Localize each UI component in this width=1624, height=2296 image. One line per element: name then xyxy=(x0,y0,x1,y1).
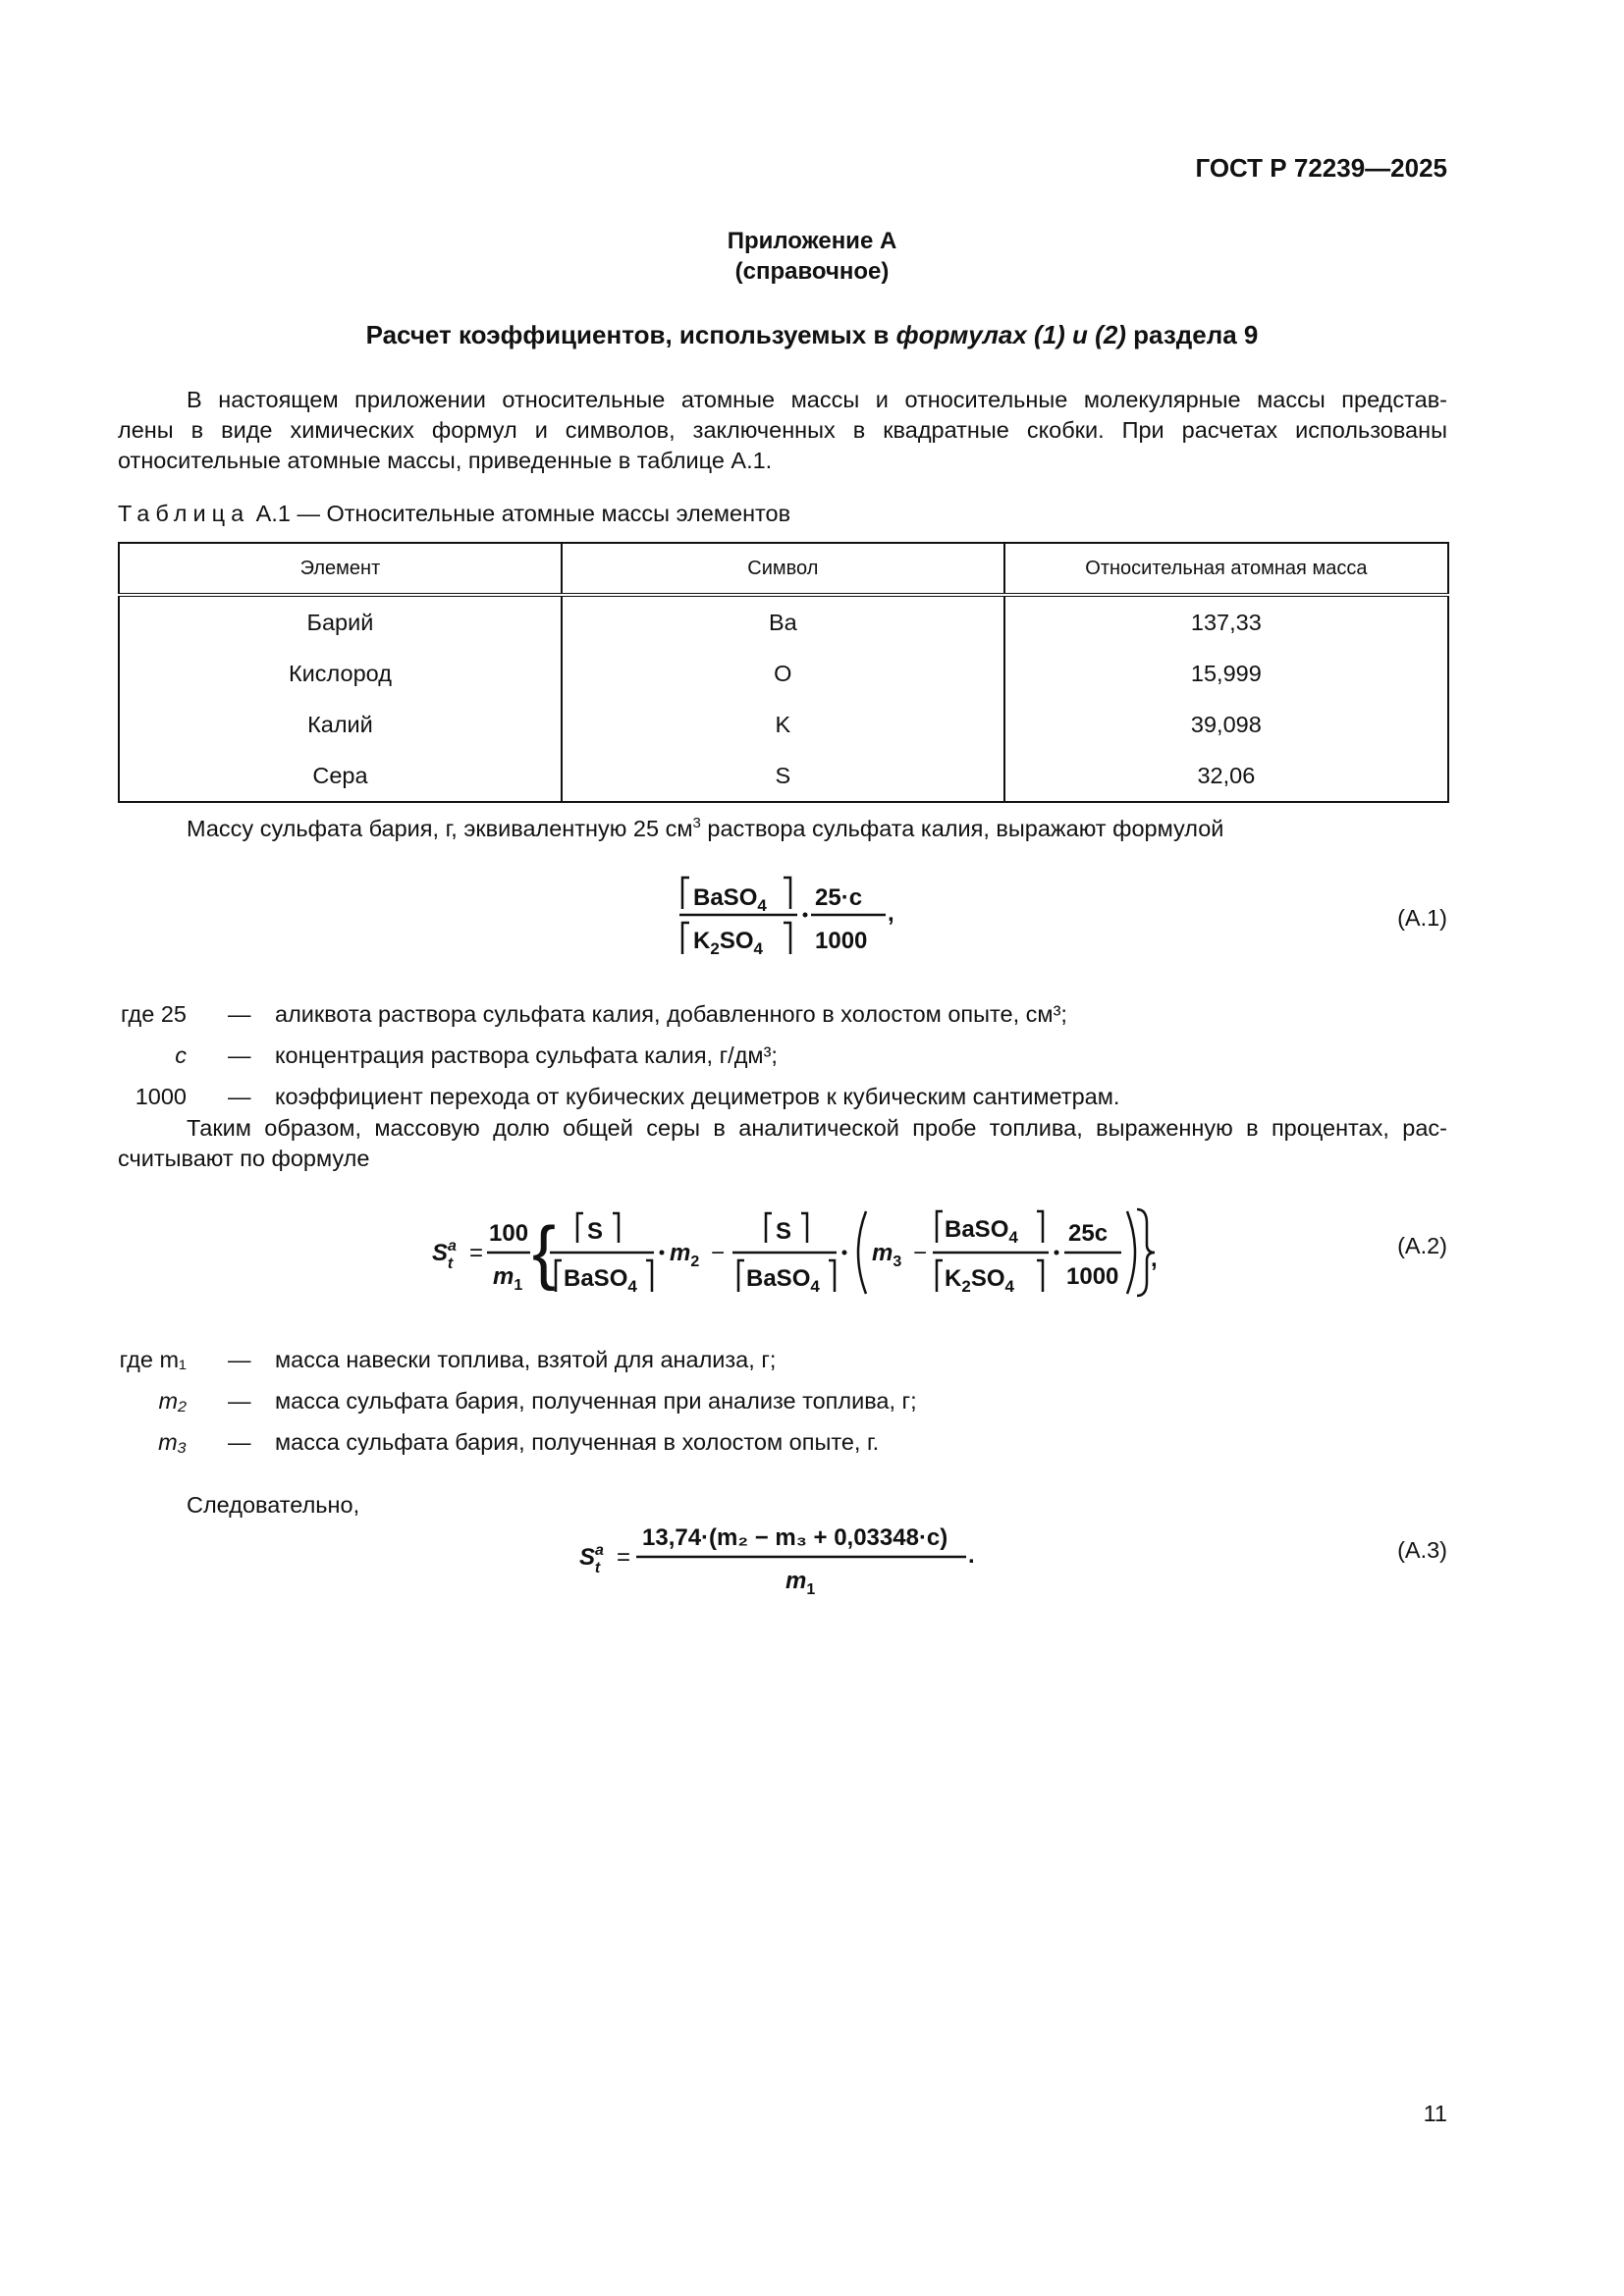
where-description: коэффициент перехода от кубических дециметров к кубическим сантиметрам. xyxy=(275,1084,1120,1109)
cell-element: Калий xyxy=(119,699,562,750)
where-symbol: 1000 xyxy=(135,1084,187,1109)
cell-element: Сера xyxy=(119,750,562,802)
cell-symbol: S xyxy=(562,750,1004,802)
column-header-symbol: Символ xyxy=(562,543,1004,595)
cell-element: Кислород xyxy=(119,648,562,699)
a2-denominator-1000: 1000 xyxy=(1066,1263,1119,1290)
intro-line-1: В настоящем приложении относительные атомные массы и относительные молекулярные массы представ- xyxy=(187,387,1447,412)
a2-denominator-m1: $m_1$ xyxy=(493,1263,523,1294)
annex-title: Приложение А xyxy=(727,228,897,254)
where-description: масса сульфата бария, полученная при анализе топлива, г; xyxy=(275,1388,917,1414)
cell-mass: 15,999 xyxy=(1004,648,1448,699)
table-row xyxy=(119,750,1448,802)
a2-numerator-100: 100 xyxy=(489,1220,529,1247)
where-item xyxy=(98,1084,1375,1113)
formula-a2 xyxy=(432,1203,1159,1302)
a2-baso4-1: BaSO$_4$ xyxy=(564,1265,637,1296)
a3-st-symbol: $S^a$ t xyxy=(579,1542,604,1576)
svg-text:−: − xyxy=(711,1240,726,1266)
where-item xyxy=(98,1042,1375,1072)
where-dash: — xyxy=(228,1429,251,1455)
document-code: ГОСТ Р 72239—2025 xyxy=(1195,153,1447,183)
where-symbol: где m₁ xyxy=(119,1347,187,1372)
a3-denominator-m1: $m_1$ xyxy=(785,1568,816,1594)
thus-line-1: Таким образом, массовую долю общей серы в аналитической пробе топлива, выраженную в процентах, рас- xyxy=(187,1115,1447,1141)
cell-mass: 39,098 xyxy=(1004,699,1448,750)
formula-a1-number: (A.1) xyxy=(1397,905,1447,931)
where-item xyxy=(98,1001,1375,1031)
annex-subtitle: (справочное) xyxy=(734,258,890,285)
table-row xyxy=(119,595,1448,648)
thus-paragraph xyxy=(118,1113,1447,1174)
intro-paragraph xyxy=(118,385,1447,476)
svg-text:=: = xyxy=(469,1240,484,1266)
formula-a3 xyxy=(579,1516,992,1594)
formula-a1 xyxy=(677,872,913,960)
cell-symbol: Ba xyxy=(562,595,1004,648)
intro-line-3: относительные атомные массы, приведенные в таблице А.1. xyxy=(118,448,773,473)
table-row xyxy=(119,648,1448,699)
a2-baso4-3: BaSO$_4$ xyxy=(945,1216,1018,1247)
thus-line-2: считывают по формуле xyxy=(118,1146,370,1171)
where-dash: — xyxy=(228,1347,251,1372)
a1-denominator-1000: 1000 xyxy=(815,928,868,954)
where-item xyxy=(98,1347,1375,1376)
a2-m3: $m_3$ xyxy=(872,1240,902,1270)
a2-s-2: S xyxy=(776,1218,792,1245)
mass-sentence: Массу сульфата бария, г, эквивалентную 25 $см^3$ раствора сульфата калия, выражают формулой xyxy=(187,815,1224,841)
table-caption-text: А.1 — Относительные атомные массы элементов xyxy=(249,501,791,526)
a1-comma: , xyxy=(888,900,894,927)
column-header-atomic-mass: Относительная атомная масса xyxy=(1004,543,1448,595)
where-symbol: где 25 xyxy=(121,1001,187,1027)
cell-mass: 32,06 xyxy=(1004,750,1448,802)
svg-text:=: = xyxy=(617,1544,631,1571)
where-symbol: m₂ xyxy=(158,1388,187,1414)
where-dash: — xyxy=(228,1042,251,1068)
cell-element: Барий xyxy=(119,595,562,648)
annex-heading-pre: Расчет коэффициентов, используемых в xyxy=(365,320,896,349)
formula-a3-number: (A.3) xyxy=(1397,1537,1447,1563)
a2-baso4-2: BaSO$_4$ xyxy=(746,1265,820,1296)
annex-heading-italic: формулах (1) и (2) xyxy=(895,320,1126,349)
where-description: масса навески топлива, взятой для анализа, г; xyxy=(275,1347,777,1372)
table-row xyxy=(119,699,1448,750)
page-number: 11 xyxy=(1423,2101,1447,2126)
where-dash: — xyxy=(228,1084,251,1109)
annex-heading xyxy=(0,320,1624,350)
table-caption-label: Таблица xyxy=(118,501,250,526)
formula-a2-number: (A.2) xyxy=(1397,1233,1447,1258)
where-item xyxy=(98,1388,1375,1417)
where-symbol: c xyxy=(175,1042,187,1068)
where-description: концентрация раствора сульфата калия, г/дм³; xyxy=(275,1042,778,1068)
where-symbol: m₃ xyxy=(158,1429,187,1455)
therefore-text: Следовательно, xyxy=(187,1492,360,1518)
intro-line-2: лены в виде химических формул и символов, заключенных в квадратные скобки. При расчетах использованы xyxy=(118,417,1447,443)
a2-numerator-25c: 25c xyxy=(1068,1220,1109,1247)
cell-symbol: O xyxy=(562,648,1004,699)
a1-numerator-baso4: BaSO$_4$ xyxy=(693,884,767,915)
cell-mass: 137,33 xyxy=(1004,595,1448,648)
a2-st-symbol: $S^a$ t xyxy=(432,1238,457,1272)
where-description: аликвота раствора сульфата калия, добавленного в холостом опыте, см³; xyxy=(275,1001,1067,1027)
table-caption xyxy=(118,501,790,527)
atomic-mass-table xyxy=(118,542,1449,803)
svg-text:{: { xyxy=(532,1213,557,1292)
where-item xyxy=(98,1429,1375,1459)
svg-text:.: . xyxy=(968,1542,975,1569)
table-header-row xyxy=(119,543,1448,595)
annex-heading-post: раздела 9 xyxy=(1125,320,1259,349)
where-dash: — xyxy=(228,1001,251,1027)
svg-text:,: , xyxy=(1151,1246,1158,1272)
a2-m2: $m_2$ xyxy=(670,1240,700,1270)
a1-numerator-25c: 25·c xyxy=(815,884,863,911)
cell-symbol: K xyxy=(562,699,1004,750)
a2-s-1: S xyxy=(587,1218,604,1245)
a2-k2so4: $K_2SO_4$ xyxy=(945,1265,1014,1296)
column-header-element: Элемент xyxy=(119,543,562,595)
where-description: масса сульфата бария, полученная в холостом опыте, г. xyxy=(275,1429,880,1455)
a3-numerator: 13,74·(m₂ − m₃ + 0,03348·c) xyxy=(642,1524,948,1551)
svg-text:−: − xyxy=(913,1240,928,1266)
where-dash: — xyxy=(228,1388,251,1414)
a1-denominator-k2so4: $K_2SO_4$ xyxy=(693,928,763,958)
